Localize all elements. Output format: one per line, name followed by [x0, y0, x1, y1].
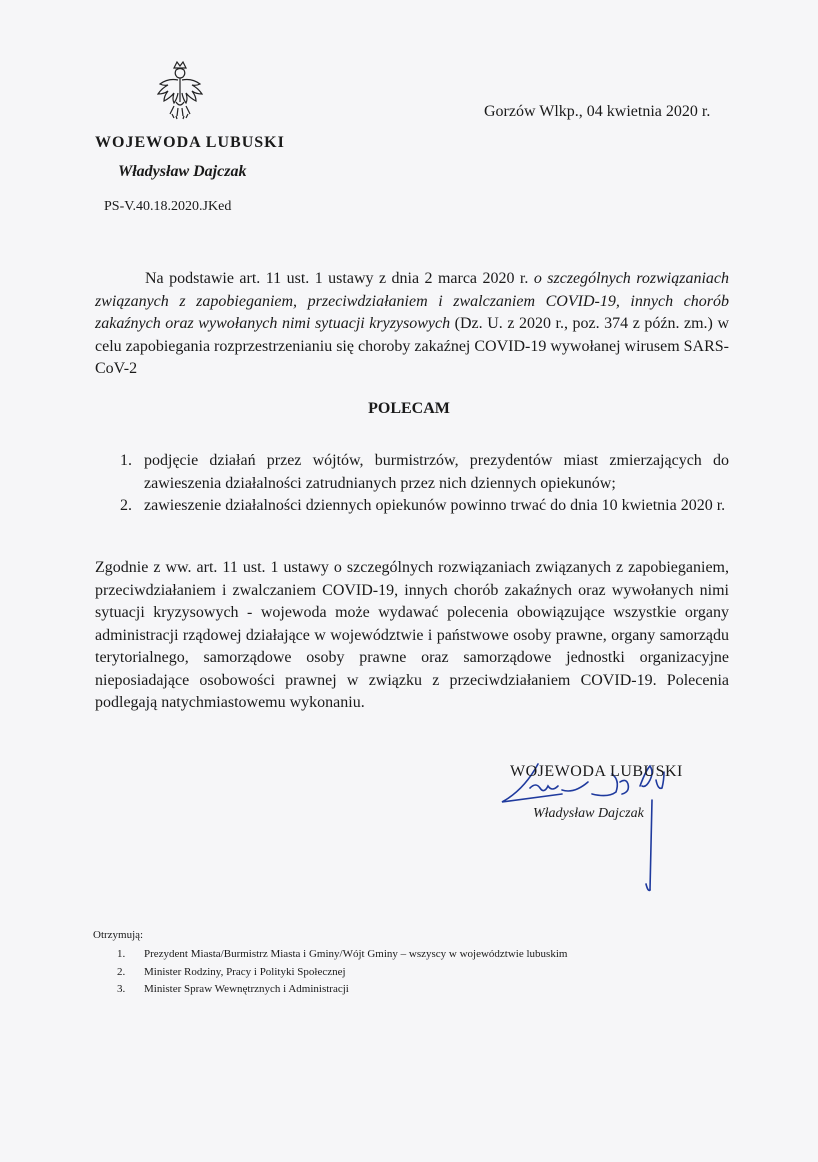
act-title: o szczególnych rozwiązaniach związanych z zapobieganiem, przeciwdziałaniem i zwalczaniem COVID-19, innych chorób zakaźnych oraz wywołanych nimi sytuacji kryzysowych — [95, 270, 730, 332]
order-number: 1. — [120, 452, 132, 469]
recipient-number: 1. — [117, 948, 126, 960]
recipient-number: 3. — [117, 983, 126, 995]
order-text: zawieszenie działalności dziennych opiekunów powinno trwać do dnia 10 kwietnia 2020 r. — [144, 497, 726, 514]
order-item — [112, 495, 729, 518]
issuing-authority: WOJEWODA LUBUSKI — [95, 134, 285, 151]
legal-basis-end: (Dz. U. z 2020 r., poz. 374 z późn. zm.) w celu zapobiegania rozprzestrzenianiu się choroby zakaźnej COVID-19 wywołanej wirusem SARS-CoV-2 — [95, 315, 730, 377]
recipient-text: Minister Spraw Wewnętrznych i Administracji — [144, 983, 349, 995]
signatory-title: WOJEWODA LUBUSKI — [510, 763, 683, 780]
signatory-name: Władysław Dajczak — [533, 806, 644, 821]
order-item — [112, 450, 729, 495]
recipient-item — [117, 981, 567, 999]
legal-explanation-paragraph: Zgodnie z ww. art. 11 ust. 1 ustawy o szczególnych rozwiązaniach związanych z zapobieganiem, przeciwdziałaniem i zwalczaniem COVID-19, innych chorób zakaźnych oraz wywołanych nimi sytuacji kryzysowych - wojewoda może wydawać polecenia obowiązujące wszystkie organy administracji rządowej działające w województwie i państwowe osoby prawne, organy samorządu terytorialnego, samorządowe osoby prawne oraz samorządowe jednostki organizacyjne nieposiadające osobowości prawnej w związku z przeciwdziałaniem COVID-19. Polecenia podlegają natychmiastowemu wykonaniu. — [95, 559, 729, 711]
order-number: 2. — [120, 497, 132, 514]
recipients-list — [117, 946, 567, 999]
recipient-text: Minister Rodziny, Pracy i Polityki Społecznej — [144, 965, 346, 978]
orders-list — [112, 450, 729, 518]
authority-person-name: Władysław Dajczak — [118, 163, 247, 180]
recipient-number: 2. — [117, 965, 126, 978]
order-heading: POLECAM — [368, 400, 450, 417]
polish-eagle-emblem-icon — [152, 58, 208, 120]
reference-number: PS-V.40.18.2020.JKed — [104, 199, 232, 214]
order-text: podjęcie działań przez wójtów, burmistrzów, prezydentów miast zmierzających do zawieszenia działalności zatrudnianych przez nich dziennych opiekunów; — [144, 452, 729, 492]
recipient-item — [117, 946, 567, 964]
recipients-label: Otrzymują: — [93, 929, 144, 941]
legal-basis-paragraph — [95, 268, 729, 381]
recipient-text: Prezydent Miasta/Burmistrz Miasta i Gminy/Wójt Gminy – wszyscy w województwie lubuskim — [144, 948, 568, 960]
recipient-item — [117, 964, 567, 982]
legal-basis-start: Na podstawie art. 11 ust. 1 ustawy z dnia 2 marca 2020 r. — [145, 270, 534, 287]
place-and-date: Gorzów Wlkp., 04 kwietnia 2020 r. — [484, 103, 711, 120]
